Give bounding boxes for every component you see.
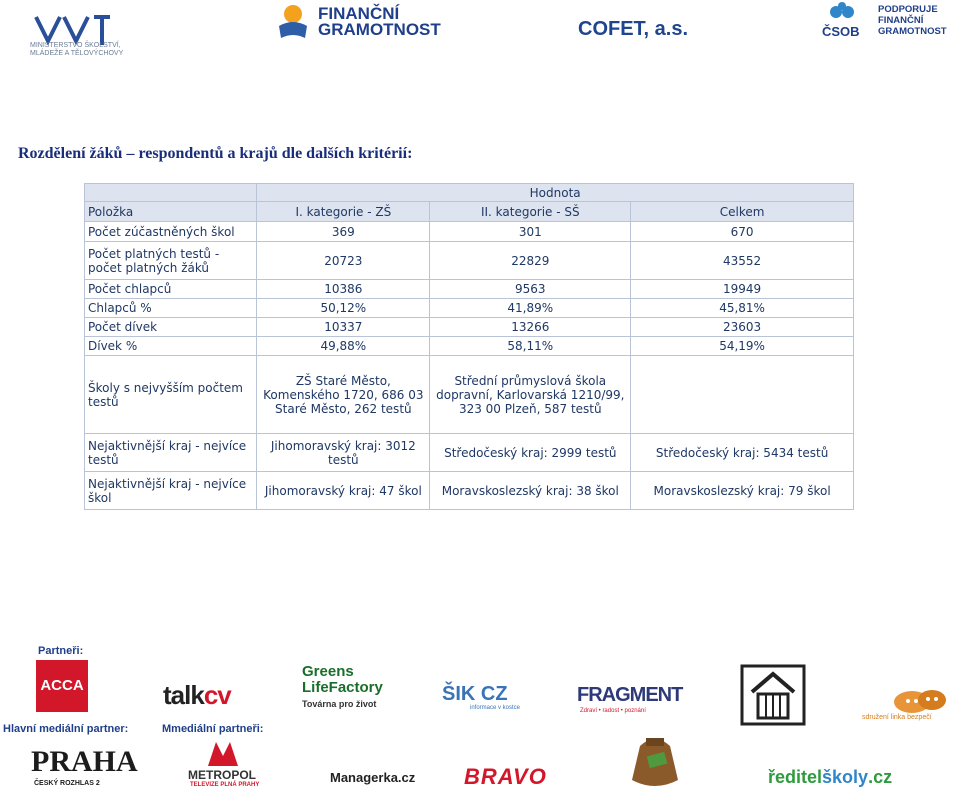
csob-slogan — [878, 4, 947, 37]
cell-total: Moravskoslezský kraj: 79 škol — [631, 472, 854, 510]
table-row — [85, 318, 854, 337]
row-label: Počet platných testů - počet platných žáků — [85, 242, 257, 280]
financni-gramotnost-logo — [275, 2, 311, 42]
sik-cz-logo: ŠIK CZ — [442, 683, 508, 705]
metropol-icon — [206, 738, 240, 768]
msmt-text: MINISTERSTVO ŠKOLSTVÍ, MLÁDEŽE A TĚLOVÝCHOVY — [30, 42, 124, 57]
cell-total — [631, 356, 854, 434]
greens-line1: Greens — [302, 663, 354, 680]
greens-sub: Továrna pro život — [302, 699, 377, 709]
cell-total: Středočeský kraj: 5434 testů — [631, 434, 854, 472]
cz-text: .cz — [868, 767, 893, 787]
moneybag-icon — [620, 728, 690, 792]
column-header-ss: II. kategorie - SŠ — [430, 202, 631, 222]
main-media-partner-label: Hlavní mediální partner: — [3, 723, 129, 735]
reditel-text: ředitel — [768, 767, 823, 787]
metropol-sub: TELEVIZE PLNÁ PRAHY — [190, 782, 260, 788]
cell-ss: Moravskoslezský kraj: 38 škol — [430, 472, 631, 510]
cofet-logo: COFET, a.s. — [578, 18, 689, 40]
greens-line2: LifeFactory — [302, 679, 383, 696]
csob-line2: FINANČNÍ — [878, 15, 924, 26]
acca-logo: ACCA — [36, 660, 88, 712]
media-partners-label: Mmediální partneři: — [162, 723, 264, 735]
metropol-logo: METROPOL — [188, 768, 256, 782]
cell-zs: 49,88% — [257, 337, 430, 356]
column-header-zs: I. kategorie - ZŠ — [257, 202, 430, 222]
fragment-logo: FRAGMENT — [577, 684, 683, 706]
csob-logo — [820, 2, 872, 40]
cell-ss: Středočeský kraj: 2999 testů — [430, 434, 631, 472]
table-row — [85, 356, 854, 434]
cell-zs: 369 — [257, 222, 430, 242]
fg-line1: FINANČNÍ — [318, 4, 400, 23]
cell-total: 54,19% — [631, 337, 854, 356]
cell-total: 43552 — [631, 242, 854, 280]
cell-ss: 13266 — [430, 318, 631, 337]
fg-line2: GRAMOTNOST — [318, 20, 441, 39]
csob-line3: GRAMOTNOST — [878, 26, 947, 37]
talk-accent-text: cv — [203, 680, 231, 710]
cesky-rozhlas-text: ČESKÝ ROZHLAS 2 — [34, 780, 100, 787]
cell-ss: 58,11% — [430, 337, 631, 356]
greens-lifefactory-logo — [302, 664, 394, 716]
table-row — [85, 472, 854, 510]
table-group-header: Hodnota — [257, 184, 854, 202]
cell-total: 23603 — [631, 318, 854, 337]
row-label: Počet chlapců — [85, 280, 257, 299]
table-row — [85, 242, 854, 280]
row-label: Chlapců % — [85, 299, 257, 318]
row-label: Nejaktivnější kraj - nejvíce testů — [85, 434, 257, 472]
fragment-sub: Zdraví • radost • poznání — [580, 708, 646, 714]
partners-label: Partneři: — [38, 645, 84, 657]
cell-ss: 301 — [430, 222, 631, 242]
linka-bezpeci-text: sdružení linka bezpečí — [862, 714, 932, 721]
table-row — [85, 299, 854, 318]
table-row — [85, 222, 854, 242]
linka-bezpeci-logo — [862, 688, 957, 728]
cell-zs: 20723 — [257, 242, 430, 280]
table-row — [85, 280, 854, 299]
table-row — [85, 434, 854, 472]
table-row — [85, 337, 854, 356]
cell-zs: Jihomoravský kraj: 47 škol — [257, 472, 430, 510]
cell-total: 19949 — [631, 280, 854, 299]
row-label: Počet zúčastněných škol — [85, 222, 257, 242]
row-label: Školy s nejvyšším počtem testů — [85, 356, 257, 434]
cell-ss: Střední průmyslová škola dopravní, Karlovarská 1210/99, 323 00 Plzeň, 587 testů — [430, 356, 631, 434]
row-label: Nejaktivnější kraj - nejvíce škol — [85, 472, 257, 510]
cell-zs: 10386 — [257, 280, 430, 299]
cell-zs: Jihomoravský kraj: 3012 testů — [257, 434, 430, 472]
cell-zs: 50,12% — [257, 299, 430, 318]
house-logo — [740, 664, 806, 726]
cell-ss: 9563 — [430, 280, 631, 299]
cell-total: 45,81% — [631, 299, 854, 318]
cell-total: 670 — [631, 222, 854, 242]
reditelskoly-logo — [768, 767, 892, 788]
talkcv-logo — [163, 680, 231, 711]
column-header-item: Položka — [85, 202, 257, 222]
cell-ss: 41,89% — [430, 299, 631, 318]
cell-ss: 22829 — [430, 242, 631, 280]
praha-logo: PRAHA — [31, 745, 138, 778]
talk-text: talk — [163, 680, 204, 710]
page-heading: Rozdělení žáků – respondentů a krajů dle dalších kritérií: — [18, 145, 413, 162]
row-label: Počet dívek — [85, 318, 257, 337]
table-corner — [85, 184, 257, 202]
financni-gramotnost-text — [318, 6, 441, 38]
cell-zs: 10337 — [257, 318, 430, 337]
bravo-logo: BRAVO — [464, 764, 547, 789]
row-label: Dívek % — [85, 337, 257, 356]
managerka-logo: Managerka.cz — [330, 770, 416, 785]
column-header-total: Celkem — [631, 202, 854, 222]
statistics-table — [84, 183, 854, 510]
cell-zs: ZŠ Staré Město, Komenského 1720, 686 03 Staré Město, 262 testů — [257, 356, 430, 434]
sik-sub: informace v kostce — [470, 705, 521, 711]
skoly-text: školy — [822, 767, 869, 787]
csob-line1: PODPORUJE — [878, 4, 938, 15]
csob-logo-text: ČSOB — [822, 24, 860, 39]
